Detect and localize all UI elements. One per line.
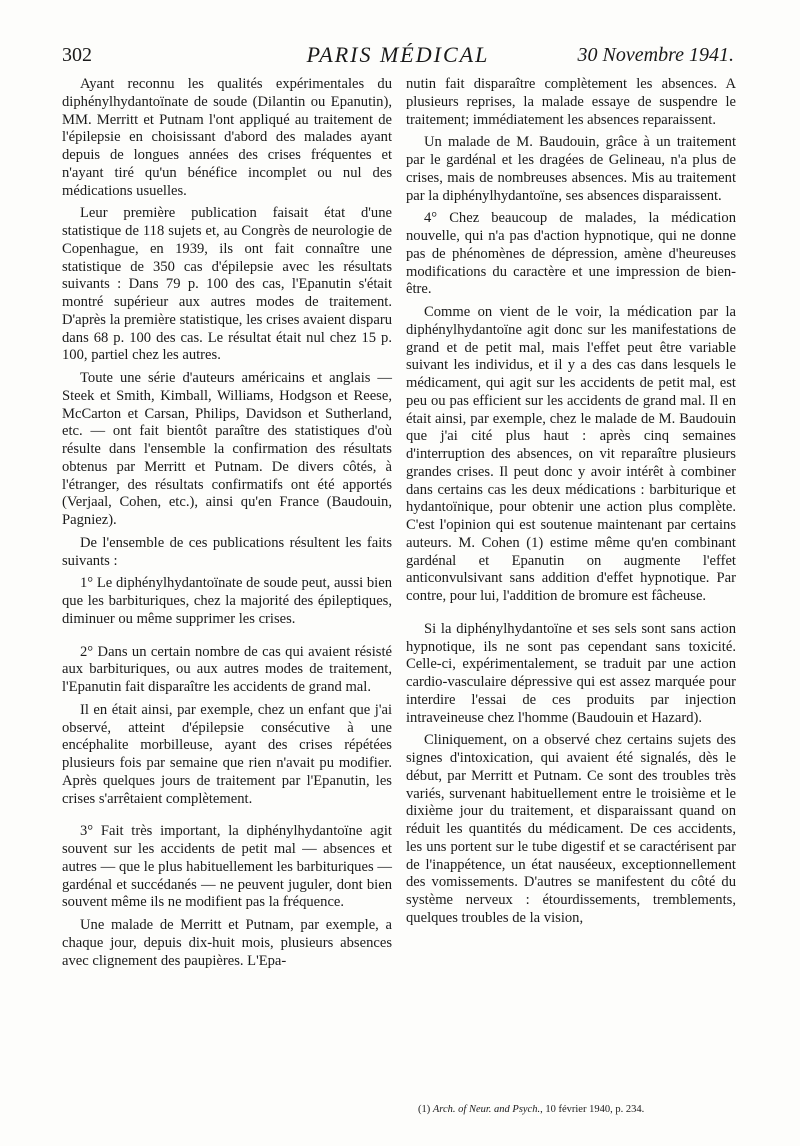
paragraph: De l'ensemble de ces publications résultent les faits suivants :: [62, 534, 392, 569]
footnote: [406, 1103, 736, 1116]
paragraph: Si la diphénylhydantoïne et ses sels sont sans action hypnotique, ils ne sont pas cependant sans toxicité. Celle-ci, expérimentalement, se traduit par une action cardio-vasculaire dépressive qui est assez marquée pour interdire l'essai de ces produits par injection intraveineuse chez l'homme (Baudouin et Hazard).: [406, 620, 736, 726]
paragraph: Un malade de M. Baudouin, grâce à un traitement par le gardénal et les dragées de Gelineau, n'a plus de crises, mais de nombreuses absences. Mis au traitement par la diphénylhydantoïne, ses absences disparaissent.: [406, 134, 736, 204]
paragraph: nutin fait disparaître complètement les absences. A plusieurs reprises, la malade essaye de suspendre le traitement; immédiatement les absences reparaissent.: [406, 76, 736, 128]
paragraph: Toute une série d'auteurs américains et anglais — Steek et Smith, Kimball, Williams, Hodgson et Reese, McCarton et Carsan, Philips, Davidson et Sutherland, etc. — ont fait bientôt paraître des statistiques d'où résulte dans l'ensemble la confirmation des résultats obtenus par Merritt et Putnam. De divers côtés, à l'étranger, des résultats confirmatifs ont été apportés (Verjaal, Cohen, etc.), ainsi qu'en France (Baudouin, Pagniez).: [62, 370, 392, 528]
paragraph: Comme on vient de le voir, la médication par la diphénylhydantoïne agit donc sur les manifestations de grand et de petit mal, mais l'effet peut être variable suivant les individus, et il y a des cas dans lesquels le médicament, qui agit sur les accidents de petit mal, est peu ou pas efficient sur les accidents de grand mal. Il en était ainsi, par exemple, chez le malade de M. Baudouin que j'ai cité plus haut : après cinq semaines d'interruption des absences, on vit reparaître plusieurs grandes crises. Il peut donc y avoir intérêt à combiner dans certains cas les deux médications : barbiturique et hydantoïnique, pour obtenir une action plus complète. C'est l'opinion qui est soutenue maintenant par certains auteurs. M. Cohen (1) estime même qu'en combinant gardénal et Epanutin on augmente l'effet anticonvulsivant sans addition d'effet hypnotique. Par contre, pour lui, l'addition de bromure est fâcheuse.: [406, 304, 736, 604]
issue-date: 30 Novembre 1941.: [577, 44, 734, 66]
paragraph: 4° Chez beaucoup de malades, la médication nouvelle, qui n'a pas d'action hypnotique, qui ne donne pas de phénomènes de dépression, amène d'heureuses modifications du caractère et une impression de bien-être.: [406, 210, 736, 298]
running-header: [62, 40, 734, 72]
paragraph: Cliniquement, on a observé chez certains sujets des signes d'intoxication, qui avaient été signalés, dès le début, par Merritt et Putnam. Ce sont des troubles très variés, survenant habituellement entre le troisième et le dixième jour du traitement, et disparaissant quand on réduit les quantités du médicament. De ces accidents, les uns portent sur le tube digestif et se caractérisent par de l'inappétence, un état nauséeux, exceptionnellement des vomissements. D'autres se manifestent du côté du système nerveux : étourdissements, tremblements, quelques troubles de la vision,: [406, 732, 736, 926]
right-column: [406, 76, 736, 933]
paragraph: 2° Dans un certain nombre de cas qui avaient résisté aux barbituriques, ou aux autres modes de traitement, l'Epanutin fait disparaître les accidents de grand mal.: [62, 643, 392, 695]
footnote-source: Arch. of Neur. and Psych.: [432, 1104, 541, 1115]
paragraph: 1° Le diphénylhydantoïnate de soude peut, aussi bien que les barbituriques, chez la majorité des épileptiques, diminuer ou même supprimer les crises.: [62, 575, 392, 627]
paragraph: Leur première publication faisait état d'une statistique de 118 sujets et, au Congrès de neurologie de Copenhague, en 1939, ils ont fait connaître une statistique de 350 cas d'épilepsie avec les résultats suivants : Dans 79 p. 100 des cas, l'Epanutin s'était montré supérieur aux autres modes de traitement. D'après la première statistique, les crises avaient disparu dans 68 p. 100 des cas. Le résultat était nul chez 15 p. 100, partiel chez les autres.: [62, 205, 392, 364]
paragraph: 3° Fait très important, la diphénylhydantoïne agit souvent sur les accidents de petit mal — absences et autres — que le plus habituellement les barbituriques — gardénal et succédanés — ne peuvent juguler, dont bien souvent même ils ne modifient pas la fréquence.: [62, 823, 392, 911]
paragraph: Il en était ainsi, par exemple, chez un enfant que j'ai observé, atteint d'épilepsie consécutive à une encéphalite morbilleuse, ayant des crises répétées plusieurs fois par semaine que rien n'avait pu modifier. Après quelques jours de traitement par l'Epanutin, les crises s'arrêtaient complètement.: [62, 701, 392, 807]
journal-title: PARIS MÉDICAL: [306, 42, 490, 67]
paragraph: Une malade de Merritt et Putnam, par exemple, a chaque jour, depuis dix-huit mois, plusieurs absences avec clignement des paupières. L'Epa-: [62, 917, 392, 969]
page-number: 302: [62, 44, 92, 66]
left-column: [62, 76, 392, 975]
paragraph: Ayant reconnu les qualités expérimentales du diphénylhydantoïnate de soude (Dilantin ou Epanutin), MM. Merritt et Putnam l'ont appliqué au traitement de l'épilepsie en choisissant d'abord des malades ayant depuis de longues années des crises fréquentes et n'ayant tiré qu'un bénéfice incomplet ou nul des médications usuelles.: [62, 76, 392, 199]
footnote-details: , 10 février 1940, p. 234.: [540, 1104, 645, 1115]
footnote-marker: (1): [418, 1104, 431, 1115]
